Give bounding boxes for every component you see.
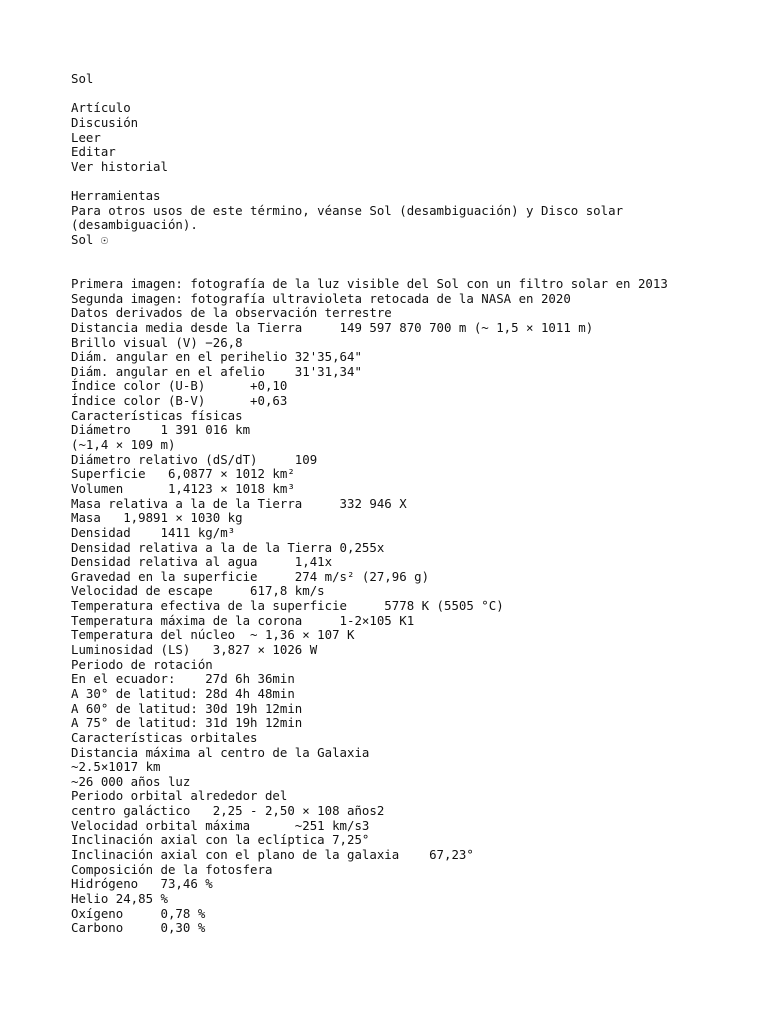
infobox-line: Carbono 0,30 %	[71, 920, 206, 936]
infobox-line: Periodo de rotación	[71, 656, 213, 672]
infobox-line: Composición de la fotosfera	[71, 861, 273, 877]
spacer	[71, 262, 751, 277]
infobox-line: Brillo visual (V) −26,8	[71, 334, 243, 350]
infobox-line: Distancia máxima al centro de la Galaxia	[71, 744, 370, 760]
infobox-line: Periodo orbital alrededor del	[71, 788, 288, 804]
infobox-line: A 75° de latitud: 31d 19h 12min	[71, 715, 303, 731]
infobox-line: Oxígeno 0,78 %	[71, 905, 206, 921]
infobox-line: Temperatura máxima de la corona 1-2×105 K1	[71, 612, 415, 628]
infobox-line: Índice color (U-B) +0,10	[71, 378, 288, 394]
infobox-line: Inclinación axial con el plano de la galaxia 67,23°	[71, 846, 474, 862]
infobox-line: Densidad relativa al agua 1,41x	[71, 554, 333, 570]
infobox-line: Diám. angular en el afelio 31'31,34"	[71, 363, 362, 379]
infobox-line: Primera imagen: fotografía de la luz visible del Sol con un filtro solar en 2013	[71, 276, 668, 291]
infobox-line: Velocidad de escape 617,8 km/s	[71, 583, 325, 599]
spacer	[71, 87, 751, 102]
infobox-line: Segunda imagen: fotografía ultravioleta retocada de la NASA en 2020	[71, 290, 571, 306]
infobox-line: Masa relativa a la de la Tierra 332 946 X	[71, 495, 407, 511]
infobox-title: Sol ☉	[71, 232, 109, 248]
article-page	[71, 72, 751, 936]
tools-menu[interactable]: Herramientas	[71, 188, 161, 204]
infobox-line: Masa 1,9891 × 1030 kg	[71, 510, 243, 526]
infobox-line: ~26 000 años luz	[71, 773, 191, 789]
tab-ver-historial[interactable]: Ver historial	[71, 158, 168, 174]
infobox-line: Volumen 1,4123 × 1018 km³	[71, 480, 295, 496]
tab-editar[interactable]: Editar	[71, 144, 116, 160]
tab-leer[interactable]: Leer	[71, 129, 101, 145]
hatnote: Para otros usos de este término, véanse Sol (desambiguación) y Disco solar (desambiguación).	[71, 202, 631, 233]
infobox-line: (~1,4 × 109 m)	[71, 437, 176, 453]
infobox-line: Características orbitales	[71, 729, 258, 745]
infobox-line: A 30° de latitud: 28d 4h 48min	[71, 685, 295, 701]
infobox-line: Diámetro relativo (dS/dT) 109	[71, 451, 318, 467]
infobox-line: Diám. angular en el perihelio 32'35,64"	[71, 349, 362, 365]
infobox-line: Velocidad orbital máxima ~251 km/s3	[71, 817, 370, 833]
spacer	[71, 174, 751, 189]
infobox-line: Temperatura efectiva de la superficie 5778 K (5505 °C)	[71, 598, 504, 614]
infobox-line: Gravedad en la superficie 274 m/s² (27,96 g)	[71, 568, 430, 584]
infobox-line: A 60° de latitud: 30d 19h 12min	[71, 700, 303, 716]
infobox-line: Inclinación axial con la eclíptica 7,25°	[71, 832, 370, 848]
infobox-line: Densidad relativa a la de la Tierra 0,255x	[71, 539, 385, 555]
infobox-line: Características físicas	[71, 407, 243, 423]
infobox-line: Temperatura del núcleo ~ 1,36 × 107 K	[71, 627, 355, 643]
infobox-line: Índice color (B-V) +0,63	[71, 393, 288, 409]
infobox-line: Distancia media desde la Tierra 149 597 870 700 m (~ 1,5 × 1011 m)	[71, 319, 594, 335]
infobox-line: ~2.5×1017 km	[71, 759, 161, 775]
infobox-line: Diámetro 1 391 016 km	[71, 422, 251, 438]
infobox-line: Datos derivados de la observación terrestre	[71, 305, 392, 321]
infobox-line: Luminosidad (LS) 3,827 × 1026 W	[71, 642, 318, 658]
tab-articulo[interactable]: Artículo	[71, 100, 131, 116]
spacer	[71, 248, 751, 263]
article-title: Sol	[71, 71, 94, 86]
infobox-line: centro galáctico 2,25 - 2,50 × 108 años2	[71, 803, 385, 819]
infobox-line: Superficie 6,0877 × 1012 km²	[71, 466, 295, 482]
infobox-line: En el ecuador: 27d 6h 36min	[71, 671, 295, 687]
infobox-line: Helio 24,85 %	[71, 890, 168, 906]
page-tabs	[71, 101, 751, 174]
infobox-line: Densidad 1411 kg/m³	[71, 524, 236, 540]
infobox-line: Hidrógeno 73,46 %	[71, 876, 213, 892]
infobox	[71, 277, 751, 936]
tab-discusion[interactable]: Discusión	[71, 114, 139, 130]
